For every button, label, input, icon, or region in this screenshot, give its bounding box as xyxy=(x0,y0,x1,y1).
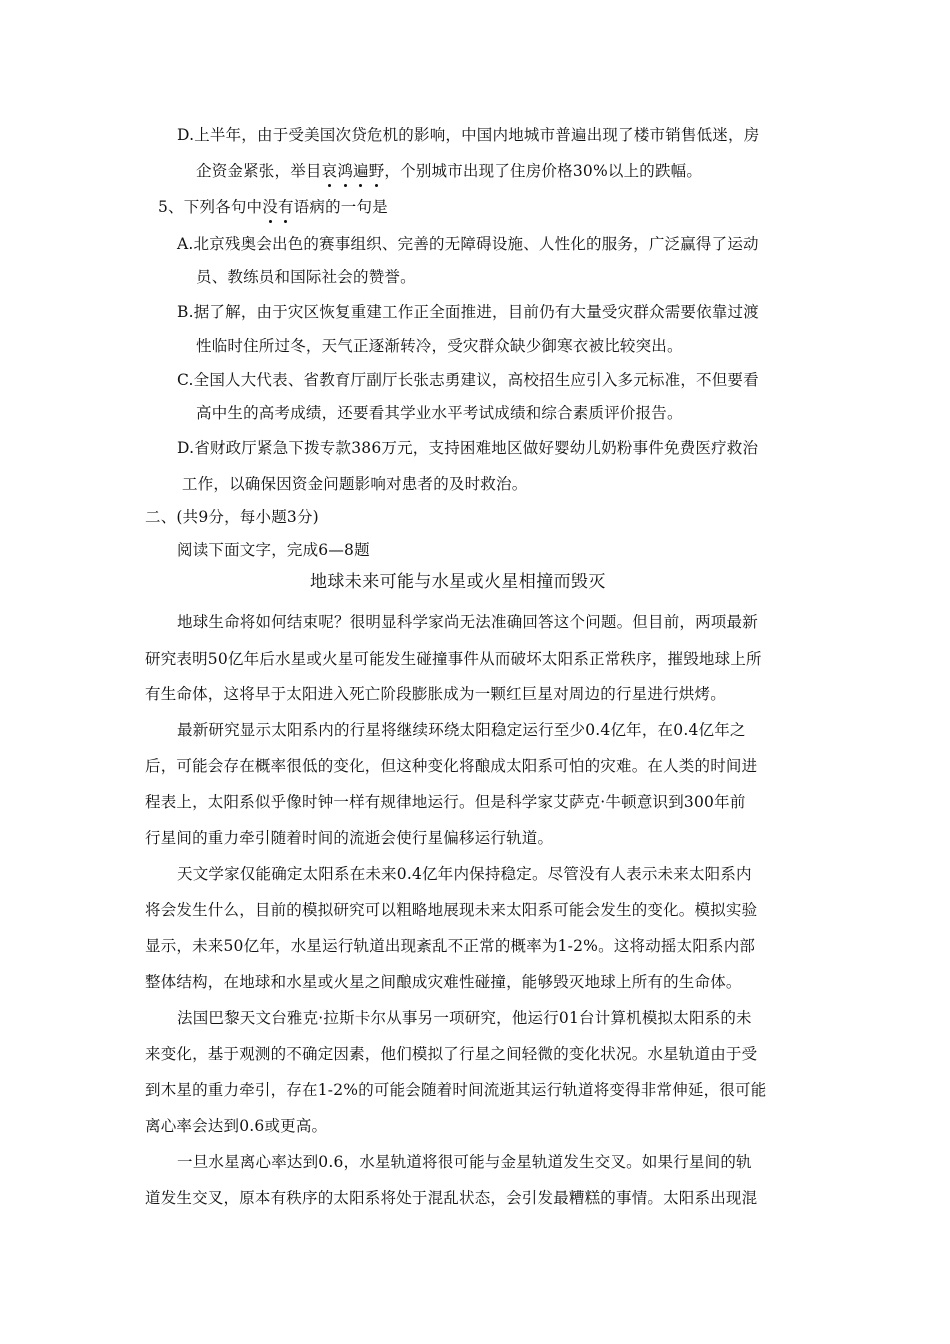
article-line: 显示，未来50亿年，水星运行轨道出现紊乱不正常的概率为1-2%。这将动摇太阳系内部 xyxy=(145,937,756,955)
q5-option-d-line1: D.省财政厅紧急下拨专款386万元，支持困难地区做好婴幼儿奶粉事件免费医疗救治 xyxy=(177,439,759,457)
q5-option-c-line1: C.全国人大代表、省教育厅副厅长张志勇建议，高校招生应引入多元标准，不但要看 xyxy=(177,371,759,389)
article-line: 整体结构，在地球和水星或火星之间酿成灾难性碰撞，能够毁灭地球上所有的生命体。 xyxy=(145,973,742,991)
article-line: 一旦水星离心率达到0.6，水星轨道将很可能与金星轨道发生交叉。如果行星间的轨 xyxy=(177,1153,752,1171)
q5-option-a-line1: A.北京残奥会出色的赛事组织、完善的无障碍设施、人性化的服务，广泛赢得了运动 xyxy=(177,235,759,253)
emphasis-char: 有 xyxy=(277,198,294,216)
article-line: 法国巴黎天文台雅克·拉斯卡尔从事另一项研究，他运行01台计算机模拟太阳系的未 xyxy=(177,1009,752,1027)
article-line: 离心率会达到0.6或更高。 xyxy=(145,1117,328,1135)
emphasis-char: 野 xyxy=(368,162,385,180)
q4-option-d-line2 xyxy=(196,161,702,181)
q5-stem-after: 语病的一句是 xyxy=(293,198,388,216)
article-line: 来变化，基于观测的不确定因素，他们模拟了行星之间轻微的变化状况。水星轨道由于受 xyxy=(145,1045,758,1063)
q5-option-b-line1: B.据了解，由于灾区恢复重建工作正全面推进，目前仍有大量受灾群众需要依靠过渡 xyxy=(177,303,759,321)
article-title: 地球未来可能与水星或火星相撞而毁灭 xyxy=(310,572,606,592)
article-line: 到木星的重力牵引，存在1-2%的可能会随着时间流逝其运行轨道将变得非常伸延，很可能 xyxy=(145,1081,767,1099)
emphasis-char: 鸿 xyxy=(337,162,354,180)
article-line: 地球生命将如何结束呢？很明显科学家尚无法准确回答这个问题。但目前，两项最新 xyxy=(177,613,758,631)
q4-option-d-text-before: 企资金紧张，举目 xyxy=(196,162,322,180)
article-line: 后，可能会存在概率很低的变化，但这种变化将酿成太阳系可怕的灾难。在人类的时间进 xyxy=(145,757,758,775)
q5-stem xyxy=(158,197,388,217)
reading-instruction: 阅读下面文字，完成6—8题 xyxy=(177,541,370,559)
q4-option-d-line1: D.上半年，由于受美国次贷危机的影响，中国内地城市普遍出现了楼市销售低迷，房 xyxy=(177,126,760,144)
article-line: 最新研究显示太阳系内的行星将继续环绕太阳稳定运行至少0.4亿年，在0.4亿年之 xyxy=(177,721,746,739)
emphasis-char: 遍 xyxy=(353,162,369,180)
emphasis-char: 没 xyxy=(262,198,278,216)
q5-stem-before: 5、下列各句中 xyxy=(158,198,263,216)
article-line: 程表上，太阳系似乎像时钟一样有规律地运行。但是科学家艾萨克·牛顿意识到300年前 xyxy=(145,793,746,811)
article-line: 将会发生什么，目前的模拟研究可以粗略地展现未来太阳系可能会发生的变化。模拟实验 xyxy=(145,901,758,919)
q4-option-d-text-after: ，个别城市出现了住房价格30%以上的跌幅。 xyxy=(384,162,703,180)
q5-option-b-line2: 性临时住所过冬，天气正逐渐转冷，受灾群众缺少御寒衣被比较突出。 xyxy=(196,337,683,355)
article-line: 天文学家仅能确定太阳系在未来0.4亿年内保持稳定。尽管没有人表示未来太阳系内 xyxy=(177,865,752,883)
q5-option-d-line2: 工作，以确保因资金问题影响对患者的及时救治。 xyxy=(182,475,528,493)
article-line: 行星间的重力牵引随着时间的流逝会使行星偏移运行轨道。 xyxy=(145,829,554,847)
q5-option-a-line2: 员、教练员和国际社会的赞誉。 xyxy=(196,268,416,286)
article-line: 道发生交叉，原本有秩序的太阳系将处于混乱状态，会引发最糟糕的事情。太阳系出现混 xyxy=(145,1189,758,1207)
article-line: 有生命体，这将早于太阳进入死亡阶段膨胀成为一颗红巨星对周边的行星进行烘烤。 xyxy=(145,685,726,703)
article-line: 研究表明50亿年后水星或火星可能发生碰撞事件从而破坏太阳系正常秩序，摧毁地球上所 xyxy=(145,650,762,668)
q5-option-c-line2: 高中生的高考成绩，还要看其学业水平考试成绩和综合素质评价报告。 xyxy=(196,404,683,422)
emphasis-char: 哀 xyxy=(321,162,338,180)
section-heading: 二、(共9分，每小题3分) xyxy=(145,508,319,526)
